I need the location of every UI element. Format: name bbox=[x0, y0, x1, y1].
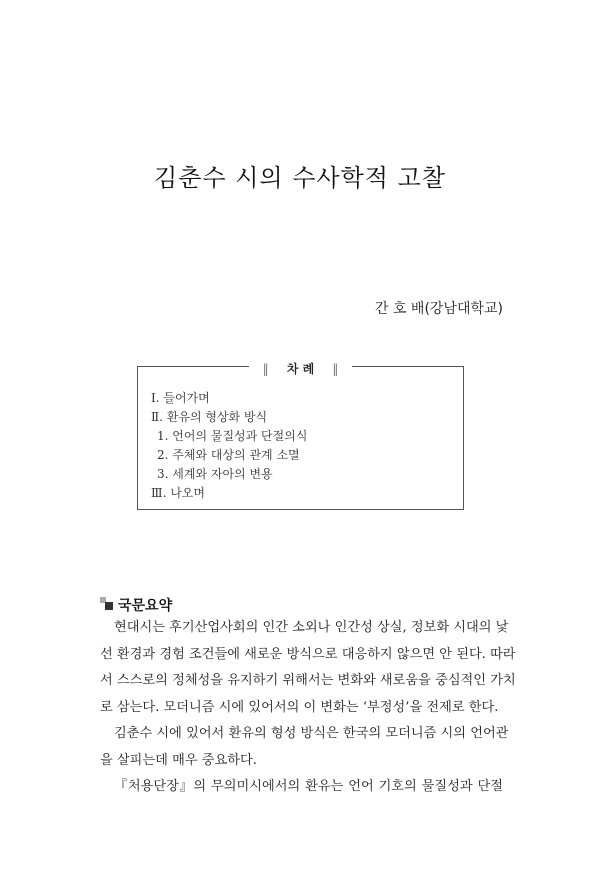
toc-bar-left: ‖ bbox=[256, 362, 276, 376]
author-affiliation: 간 호 배(강남대학교) bbox=[374, 301, 503, 317]
abstract-line: 현대시는 후기산업사회의 인간 소외나 인간성 상실, 정보화 시대의 낯 bbox=[114, 620, 509, 635]
abstract-line: 을 살피는데 매우 중요하다. bbox=[100, 752, 257, 768]
toc-item: 2. 주체와 대상의 관계 소멸 bbox=[157, 448, 300, 462]
table-of-contents bbox=[137, 362, 464, 510]
toc-item: Ⅲ. 나오며 bbox=[151, 486, 205, 500]
toc-list bbox=[151, 389, 307, 503]
toc-item: 3. 세계와 자아의 변용 bbox=[157, 467, 273, 481]
section-bullet-dark bbox=[105, 602, 113, 610]
toc-item: Ⅰ. 들어가며 bbox=[151, 391, 210, 405]
abstract-line: 서 스스로의 정체성을 유지하기 위해서는 변화와 새로움을 중심적인 가치 bbox=[100, 673, 516, 688]
abstract-line: 로 삼는다. 모더니즘 시에 있어서의 이 변화는 ‘부정성’을 전제로 한다. bbox=[100, 699, 499, 715]
abstract-line: 김춘수 시에 있어서 환유의 형성 방식은 한국의 모더니즘 시의 언어관 bbox=[114, 726, 509, 741]
abstract-heading: 국문요약 bbox=[118, 598, 173, 614]
toc-item: Ⅱ. 환유의 형상화 방식 bbox=[151, 410, 268, 424]
abstract-line: 선 환경과 경험 조건들에 새로운 방식으로 대응하지 않으면 안 된다. 따라 bbox=[100, 646, 516, 662]
toc-heading bbox=[249, 362, 353, 376]
toc-heading-wrap bbox=[138, 358, 463, 377]
toc-bar-right: ‖ bbox=[325, 362, 345, 376]
paper-title: 김춘수 시의 수사학적 고찰 bbox=[154, 164, 446, 192]
abstract-line: 『처용단장』의 무의미시에서의 환유는 언어 기호의 물질성과 단절 bbox=[114, 779, 503, 794]
toc-item: 1. 언어의 물질성과 단절의식 bbox=[157, 429, 308, 443]
abstract-body bbox=[100, 615, 516, 801]
toc-heading-label: 차 례 bbox=[280, 362, 321, 376]
